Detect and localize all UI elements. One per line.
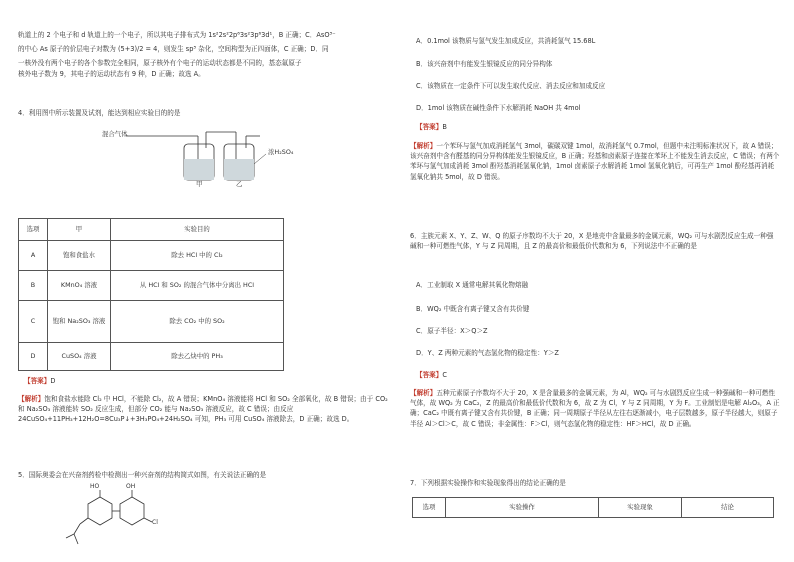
table-cell: B [19,271,48,301]
answer-tag: 【答案】 [416,371,443,379]
answer-6 [416,370,447,380]
table-row [19,271,284,301]
label-yi: 乙 [236,180,243,188]
answer-4 [24,376,55,386]
explanation-text: 饱和食盐水能除 Cl₂ 中 HCl，不能除 Cl₂，故 A 错误；KMnO₄ 溶液能将 HCl 和 SO₂ 全部氧化，故 B 错误；由于 CO₂ 和 Na₂SO₃ 溶液能转 SO₂ 反应生成，但部分 CO₂ 能与 Na₂SO₃ 溶液反应，故 C 错误；由反应 24CuSO₄+11PH₃+12H₂O=8Cu₃P↓+3H₃PO₄+24H₂SO₄ 可知，PH₃ 可用 CuSO₄ 溶液除去，D 正确；故选 D。 [18,395,388,424]
label-jia: 甲 [196,180,203,188]
benzene-ring-right [120,497,144,525]
explanation-6 [410,388,780,429]
label-mixed-gas: 混合气体 [102,130,128,138]
question-7: 7．下列根据实验操作和实验现象得出的结论正确的是 [410,479,566,487]
q5-option-d: D．1mol 该物质在碱性条件下水解消耗 NaOH 共 4mol [416,104,581,112]
table-cell: 饱和 Na₂SO₃ 溶液 [48,301,111,343]
table-cell: CuSO₄ 溶液 [48,343,111,371]
table-cell: 饱和食盐水 [48,241,111,271]
table-row [19,343,284,371]
explanation-tag: 【解析】 [410,389,437,397]
q6-option-a: A．工业制取 X 通常电解其氧化物熔融 [416,281,529,289]
explanation-tag: 【解析】 [410,142,437,150]
gas-washing-bottles-drawing [126,124,326,190]
answer-tag: 【答案】 [24,377,51,385]
table-cell: A [19,241,48,271]
answer-tag: 【答案】 [416,123,443,131]
label-conc-acid: 浓H₂SO₄ [268,148,294,156]
apparatus-figure [102,124,326,190]
table-cell: 除去乙炔中的 PH₃ [111,343,284,371]
explanation-5 [410,141,780,182]
explanation-text: 五种元素原子序数均不大于 20，X 是含量最多的金属元素，为 Al，WQ₂ 可与水剧烈反应生成一种强碱和一种可燃性气体，故 WQ₂ 为 CaC₂，Z 的最高价和最低价代数和为 6，故 Z 为 Cl，Y 与 Z 同周期，Y 为 F。工业制铝是电解 Al₂O₃，A 正确；CaC₂ 中既有离子键又含有共价键，B 正确；同一周期原子半径从左往右逐渐减小，电子层数越多，原子半径越大，则原子半径 Al＞Cl＞C，故 C 错误；非金属性：F＞Cl，则气态氢化物的稳定性：HF＞HCl，故 D 正确。 [410,389,780,428]
explanation-4 [18,394,388,425]
answer-value: D [50,377,56,385]
table-cell: 除去 HCl 中的 Cl₂ [111,241,284,271]
label-cl: Cl [152,519,158,526]
q5-option-c: C．该物质在一定条件下可以发生取代反应、消去反应和加成反应 [416,82,606,90]
q7-table [412,497,774,518]
table-cell: 从 HCl 和 SO₂ 的混合气体中分离出 HCl [111,271,284,301]
table-header-row [413,498,774,518]
table-header: 结论 [682,498,774,518]
table-cell: 除去 CO₂ 中的 SO₂ [111,301,284,343]
table-header: 实验目的 [111,219,284,241]
table-header: 选项 [413,498,446,518]
answer-5 [416,122,447,132]
table-cell: KMnO₄ 溶液 [48,271,111,301]
table-header: 选项 [19,219,48,241]
q6-option-d: D．Y、Z 两种元素的气态氢化物的稳定性：Y＞Z [416,349,559,357]
answer-value: B [442,123,447,131]
q5-option-b: B．该兴奋剂中有能发生银镜反应的同分异构体 [416,60,553,68]
table-header: 实验操作 [446,498,599,518]
q3-explanation-line2: 的中心 As 原子的价层电子对数为 (5+3)/2 = 4，则发生 sp³ 杂化，空间构型为正四面体，C 正确；D．同 [18,45,329,54]
table-cell: D [19,343,48,371]
q6-option-c: C．原子半径：X＞Q＞Z [416,327,488,335]
q3-explanation-line4: 核外电子数为 9，其电子的运动状态有 9 种，D 正确；故选 A。 [18,69,205,78]
table-header-row [19,219,284,241]
label-ho: HO [90,483,100,490]
answer-value: C [442,371,447,379]
explanation-tag: 【解析】 [18,395,45,403]
label-oh: OH [126,483,136,490]
q3-explanation-line3: 一核外没有两个电子的各个参数完全相同，原子核外有个电子的运动状态都是不同的，基态氟原子 [18,59,302,68]
explanation-text: 一个苯环与氢气加成消耗氢气 3mol，碳碳双键 1mol，故消耗氢气 0.7mol，但题中未注明标准状况下，故 A 错误；该兴奋剂中含有醛基的同分异构体能发生银镜反应，B 正确；羟基和卤素原子连接在苯环上不能发生消去反应，C 错误；有两个苯环与氢气加成消耗 3mol 酚羟基消耗氢氧化钠，1mol 卤素原子水解消耗 1mol 氢氧化钠后，可再生产 1mol 酚羟基再消耗氢氧化钠共 5mol，故 D 错误。 [410,142,780,181]
table-row [19,301,284,343]
question-4: 4．利用图中所示装置及试剂，能达到相应实验目的的是 [18,109,181,117]
q4-options-table [18,218,284,371]
q3-explanation-line1: 轨道上的 2 个电子和 d 轨道上的一个电子，所以其电子排布式为 1s²2s²2p⁶3s²3p⁶3d¹，B 正确；C．AsO³⁻ [18,31,336,39]
table-cell: C [19,301,48,343]
table-row [19,241,284,271]
q6-option-b: B．WQ₂ 中既含有离子键又含有共价键 [416,305,530,313]
table-header: 甲 [48,219,111,241]
question-6: 6．主族元素 X、Y、Z、W、Q 的原子序数均不大于 20，X 是地壳中含量最多的金属元素，WQ₂ 可与水剧烈反应生成一种强碱和一种可燃性气体，Y 与 Z 同周期，且 Z 的最高价和最低价代数和为 6，下列说法中不正确的是 [410,232,774,251]
benzene-ring-left [88,497,112,525]
question-5: 5．国际奥委会在兴奋剂药检中检测出一种兴奋剂的结构简式如图，有关说法正确的是 [18,471,267,479]
table-header: 实验现象 [599,498,682,518]
q5-option-a: A．0.1mol 该物质与氢气发生加成反应，共消耗氢气 15.68L [416,37,596,45]
molecular-structure-drawing [48,482,178,554]
structure-figure [48,482,178,554]
